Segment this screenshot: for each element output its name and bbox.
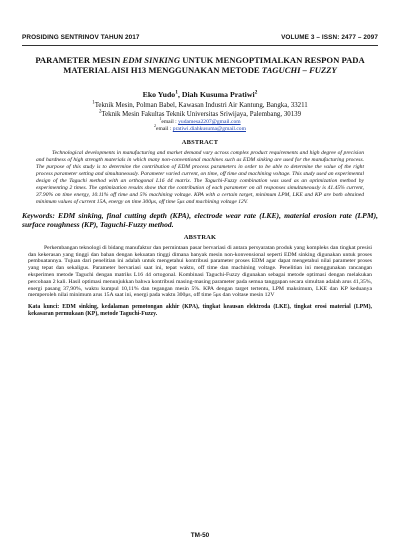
keywords-indonesian: Kata kunci: EDM sinking, kedalaman pemotongan akhir (KPA), tingkat keausan elektroda (LKE), tingkat erosi material (LPM), kekasaran permukaan (KP), metode Taguchi-Fuzzy. — [28, 304, 372, 318]
page-number: TM-50 — [190, 532, 210, 539]
title-part-2: UNTUK MENGOPTIMALKAN RESPON PADA MATERIAL AISI H13 MENGGUNAKAN METODE — [63, 55, 365, 76]
email-1-sup: 1 — [159, 116, 162, 121]
author-separator: , — [177, 89, 182, 99]
email-2-sup: 2 — [154, 123, 156, 128]
title-italic-1: EDM SINKING — [122, 55, 181, 65]
author-2-sup: 2 — [254, 89, 258, 96]
header-proceedings-title: PROSIDING SENTRINOV TAHUN 2017 — [22, 34, 140, 41]
affiliation-1 — [22, 101, 378, 110]
affiliation-1-text: Teknik Mesin, Polman Babel, Kawasan Industri Air Kantung, Bangka, 33211 — [94, 101, 308, 109]
email-1-link[interactable]: yudamesa2207@gmail.com — [178, 118, 241, 125]
affiliation-2-sup: 2 — [98, 109, 102, 115]
author-2: Diah Kusuma Pratiwi — [181, 89, 255, 99]
author-1: Eko Yudo — [142, 89, 176, 99]
header-volume-issn: VOLUME 3 – ISSN: 2477 – 2097 — [281, 34, 378, 41]
affiliation-2 — [22, 110, 378, 119]
keywords-english: Keywords: EDM sinking, final cutting depth (KPA), electrode wear rate (LKE), material erosion rate (LPM), surface roughness (KP), Taguchi-Fuzzy method. — [22, 210, 378, 229]
author-1-sup: 1 — [175, 89, 178, 96]
abstract-english-text: Technological developments in manufacturing and market demand vary across complex product requirements and high degree of precision and hardness of high strength materials in which many non-conventional machines such as EDM sinking are used for the manufacturing process. The purpose of this study is to determine the contribution of EDM process parameters in order to be able to determine the value of the right process parameter setting and simultaneously. Parameter varied current, on time, off time and machining voltage. This study used an experimental design of the Taguchi method with an orthogonal L16 44 matrix. The Taguchi-Fuzzy combination was used as an optimization method by experimenting 2 times. The optimization results show that the contribution of each parameter on all responses simultaneously is 41.45% current, 37.90% on time energy, 10.11% off time and 5% machining voltage. KPA with a certain target, minimum LPM, LKE and KP are both obtained minimum values of current 15A, energy on time 300μs, off time 5μs and machining voltage 12V. — [36, 149, 364, 205]
affiliation-1-sup: 1 — [92, 100, 95, 106]
paper-body — [22, 55, 378, 318]
email-2-link[interactable]: pratiwi.diahkusuma@gmail.com — [172, 125, 246, 132]
email-2 — [22, 123, 378, 133]
header-rule — [22, 45, 378, 46]
email-2-label: email : — [155, 125, 173, 132]
email-1 — [22, 116, 378, 126]
abstract-indonesian-text: Perkembangan teknologi di bidang manufaktur dan permintaan pasar bervariasi di antara persyaratan produk yang kompleks dan tingkat presisi dan kekerasan yang tinggi dan bahan dengan kekuatan tinggi dimana banyak mesin non-konvensional seperti EDM sinking digunakan untuk proses pembuatannya. Tujuan dari penelitian ini adalah untuk mengetahui kontribusi parameter proses EDM agar dapat mengetahui nilai parameter proses yang tepat dan sekaligus. Parameter bervariasi saat ini, tepat waktu, off time dan machining voltage. Penelitian ini menggunakan rancangan eksperimen metode Taguchi dengan matriks L16 44 ortogonal. Kombinasi Taguchi-Fuzzy digunakan sebagai metode optimasi dengan melakukan percobaan 2 kali. Hasil optimasi menunjukkan bahwa kontribusi masing-masing parameter pada semua tanggapan secara simultan adalah arus 41,35%, energi pasang 37,90%, waktu kumpul 10,11% dan tegangan mesin 5%. KPA dengan target tertentu, LPM maksimum, LKE dan KP keduanya memperoleh nilai minimum arus 15A saat ini, energi pada waktu 300μs, off time 5μs dan voltase mesin 12V — [28, 244, 372, 299]
author-list — [22, 90, 378, 99]
title-italic-2: TAGUCHI – FUZZY — [261, 65, 337, 76]
email-1-label: email : — [161, 118, 179, 125]
paper-title — [26, 55, 374, 76]
title-part-1: PARAMETER MESIN — [35, 55, 123, 65]
abstrak-heading: ABSTRAK — [183, 233, 217, 241]
affiliation-2-text: Teknik Mesin Fakultas Teknik Universitas Sriwijaya, Palembang, 30139 — [101, 110, 302, 118]
abstract-heading: ABSTRACT — [181, 138, 219, 146]
running-header — [22, 34, 378, 41]
